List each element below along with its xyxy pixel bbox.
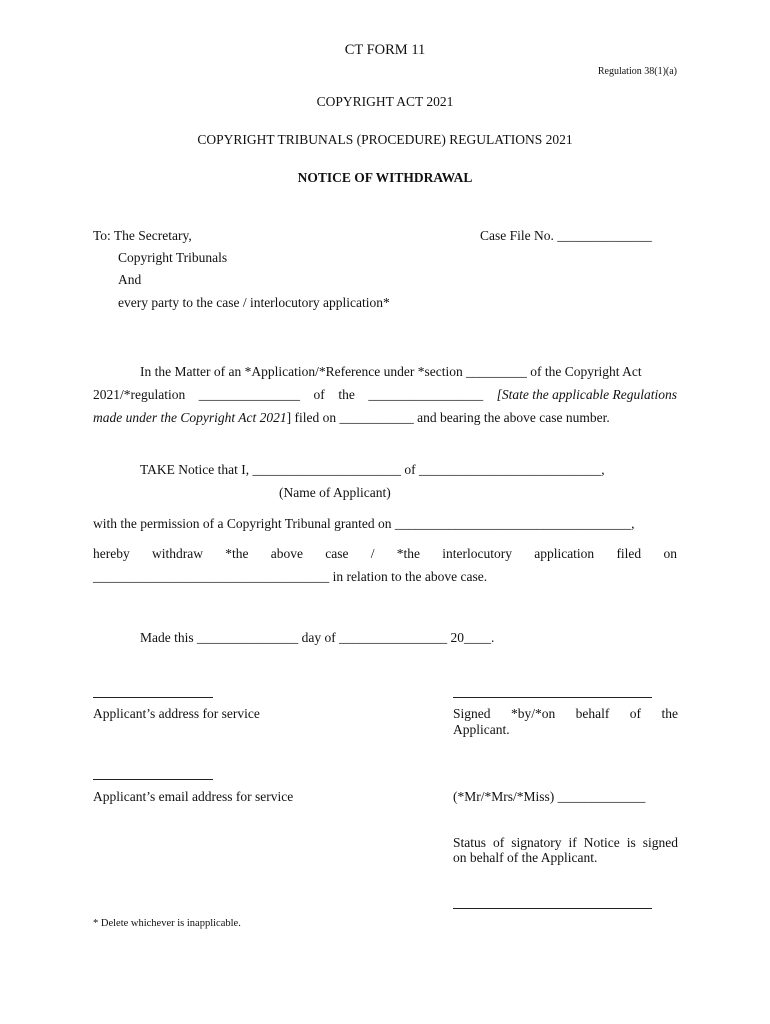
form-title: CT FORM 11 bbox=[344, 42, 426, 58]
withdraw-word: on bbox=[663, 546, 677, 561]
withdraw-line bbox=[93, 546, 677, 562]
footnote: * Delete whichever is inapplicable. bbox=[93, 918, 241, 929]
signed-word: of bbox=[629, 706, 642, 721]
matter-line-1: In the Matter of an *Application/*Reference under *section _________ of the Copyright Act bbox=[140, 364, 642, 379]
withdraw-word: filed bbox=[616, 546, 642, 561]
title-field: (*Mr/*Mrs/*Miss) _____________ bbox=[453, 789, 646, 804]
case-file-number-field: Case File No. ______________ bbox=[480, 228, 652, 243]
withdraw-word: / bbox=[370, 546, 375, 561]
signed-word: Signed bbox=[453, 706, 491, 721]
status-signature-line bbox=[453, 908, 652, 909]
relation-line: ___________________________________ in relation to the above case. bbox=[93, 569, 488, 584]
email-for-service-label: Applicant’s email address for service bbox=[93, 789, 294, 804]
withdraw-word: above bbox=[270, 546, 303, 561]
act-title: COPYRIGHT ACT 2021 bbox=[316, 94, 454, 109]
addressee-line-tribunals: Copyright Tribunals bbox=[118, 250, 228, 265]
signed-signature-line bbox=[453, 697, 652, 698]
withdraw-word: hereby bbox=[93, 546, 130, 561]
matter-word: of bbox=[313, 387, 325, 402]
matter-word: _______________ bbox=[198, 387, 301, 402]
withdraw-word: *the bbox=[396, 546, 420, 561]
matter-line-3-italic: made under the Copyright Act 2021 bbox=[93, 410, 287, 425]
signed-word: the bbox=[661, 706, 678, 721]
signed-word: *by/*on bbox=[510, 706, 556, 721]
matter-word: the bbox=[338, 387, 355, 402]
withdraw-word: interlocutory bbox=[442, 546, 512, 561]
regulation-reference: Regulation 38(1)(a) bbox=[597, 66, 677, 77]
addressee-line-parties: every party to the case / interlocutory application* bbox=[118, 295, 390, 310]
take-notice-line: TAKE Notice that I, ______________________ of ___________________________, bbox=[140, 462, 605, 477]
regulations-title: COPYRIGHT TRIBUNALS (PROCEDURE) REGULATIONS 2021 bbox=[197, 132, 573, 147]
address-for-service-label: Applicant’s address for service bbox=[93, 706, 260, 721]
name-of-applicant-caption: (Name of Applicant) bbox=[279, 485, 391, 500]
notice-title: NOTICE OF WITHDRAWAL bbox=[297, 170, 473, 185]
matter-line-3-rest: ] filed on ___________ and bearing the above case number. bbox=[286, 410, 610, 425]
signed-line-2: Applicant. bbox=[453, 722, 510, 737]
matter-word: _________________ bbox=[368, 387, 484, 402]
matter-word-italic: [State the applicable Regulations bbox=[496, 387, 677, 402]
status-line-2: on behalf of the Applicant. bbox=[453, 850, 598, 865]
matter-line-2 bbox=[93, 387, 677, 403]
address-signature-line bbox=[93, 697, 213, 698]
permission-line: with the permission of a Copyright Tribunal granted on ___________________________________, bbox=[93, 516, 635, 531]
addressee-line-and: And bbox=[118, 272, 142, 287]
email-signature-line bbox=[93, 779, 213, 780]
made-this-line: Made this _______________ day of ________________ 20____. bbox=[140, 630, 495, 645]
signed-line-1 bbox=[453, 706, 678, 722]
matter-word: 2021/*regulation bbox=[93, 387, 186, 402]
matter-line-3 bbox=[93, 410, 610, 426]
signed-word: behalf bbox=[575, 706, 610, 721]
withdraw-word: case bbox=[325, 546, 349, 561]
to-line: To: The Secretary, bbox=[93, 228, 192, 243]
withdraw-word: withdraw bbox=[151, 546, 203, 561]
withdraw-word: *the bbox=[225, 546, 249, 561]
status-line-1: Status of signatory if Notice is signed bbox=[453, 835, 678, 850]
withdraw-word: application bbox=[534, 546, 595, 561]
